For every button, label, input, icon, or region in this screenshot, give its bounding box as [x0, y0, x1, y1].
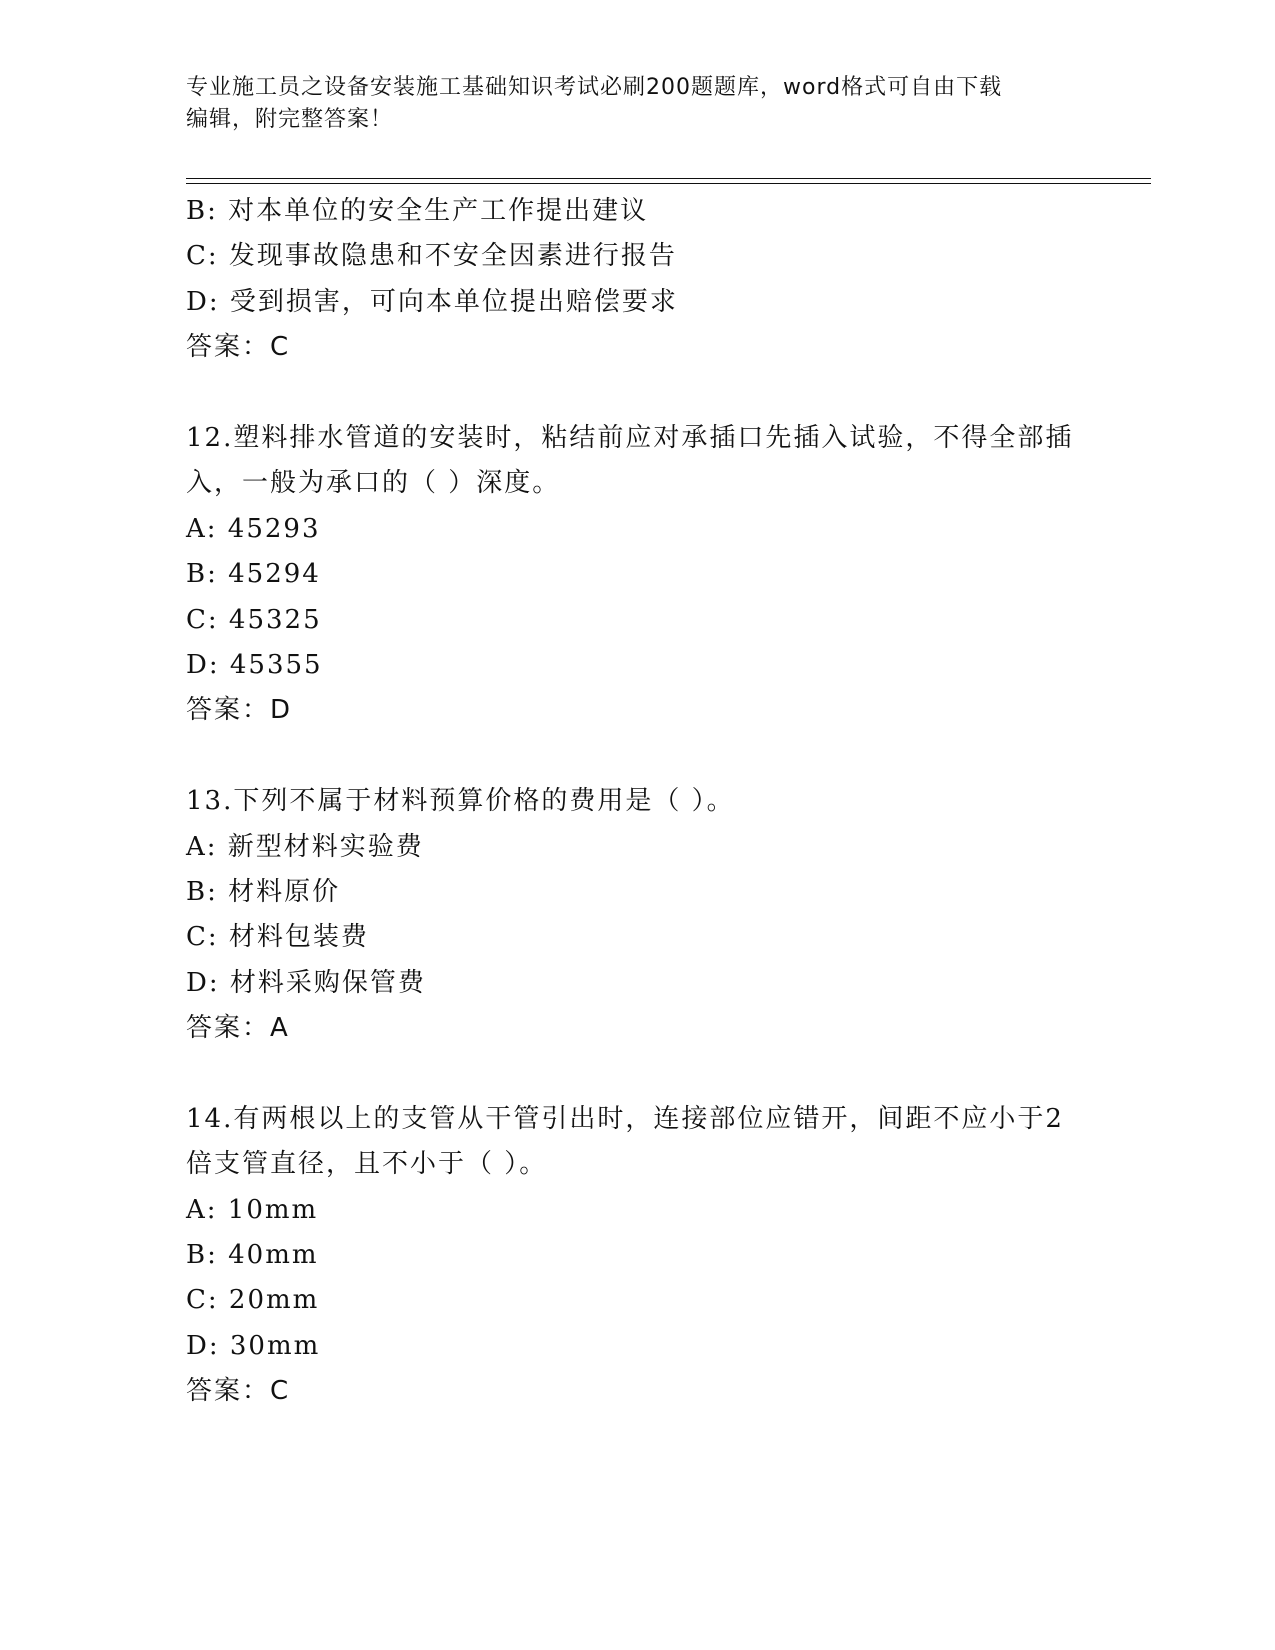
question-14-option-a: A: 10mm [186, 1194, 319, 1225]
question-12-option-d: D: 45355 [186, 649, 323, 680]
question-12-text: 12.塑料排水管道的安装时，粘结前应对承插口先插入试验，不得全部插入，一般为承口的（ ）深度。 [186, 422, 1074, 499]
question-14-option-b: B: 40mm [186, 1240, 319, 1271]
question-12-answer: 答案：D [186, 695, 293, 726]
question-11-answer: 答案：C [186, 332, 291, 363]
document-header [186, 72, 1086, 136]
question-12-option-b: B: 45294 [186, 559, 321, 590]
question-13-text: 13.下列不属于材料预算价格的费用是（ ）。 [186, 786, 735, 817]
header-title-line-1: 专业施工员之设备安装施工基础知识考试必刷200题题库，word格式可自由下载 [186, 75, 1003, 100]
question-13-option-c: C: 材料包装费 [186, 922, 369, 953]
question-list [186, 189, 1086, 1415]
spacer [186, 734, 1086, 779]
question-13-answer: 答案：A [186, 1013, 290, 1044]
question-12 [186, 416, 1086, 734]
question-13-option-b: B: 材料原价 [186, 876, 341, 907]
header-title-line-2: 编辑，附完整答案！ [186, 107, 394, 132]
question-14 [186, 1097, 1086, 1415]
question-13 [186, 779, 1086, 1051]
question-11 [186, 189, 1086, 371]
question-14-text: 14.有两根以上的支管从干管引出时，连接部位应错开，间距不应小于2倍支管直径，且不小于（ ）。 [186, 1103, 1064, 1180]
question-14-answer: 答案：C [186, 1376, 291, 1407]
header-divider-top [186, 178, 1151, 179]
question-12-option-c: C: 45325 [186, 604, 322, 635]
spacer [186, 371, 1086, 416]
question-11-option-d: D: 受到损害，可向本单位提出赔偿要求 [186, 286, 678, 317]
question-11-option-c: C: 发现事故隐患和不安全因素进行报告 [186, 241, 677, 272]
question-14-option-d: D: 30mm [186, 1330, 321, 1361]
question-13-option-a: A: 新型材料实验费 [186, 831, 424, 862]
question-14-option-c: C: 20mm [186, 1285, 320, 1316]
spacer [186, 1051, 1086, 1096]
question-13-option-d: D: 材料采购保管费 [186, 967, 426, 998]
question-11-option-b: B: 对本单位的安全生产工作提出建议 [186, 196, 649, 226]
question-12-option-a: A: 45293 [186, 513, 321, 544]
header-divider-bottom [186, 183, 1151, 184]
